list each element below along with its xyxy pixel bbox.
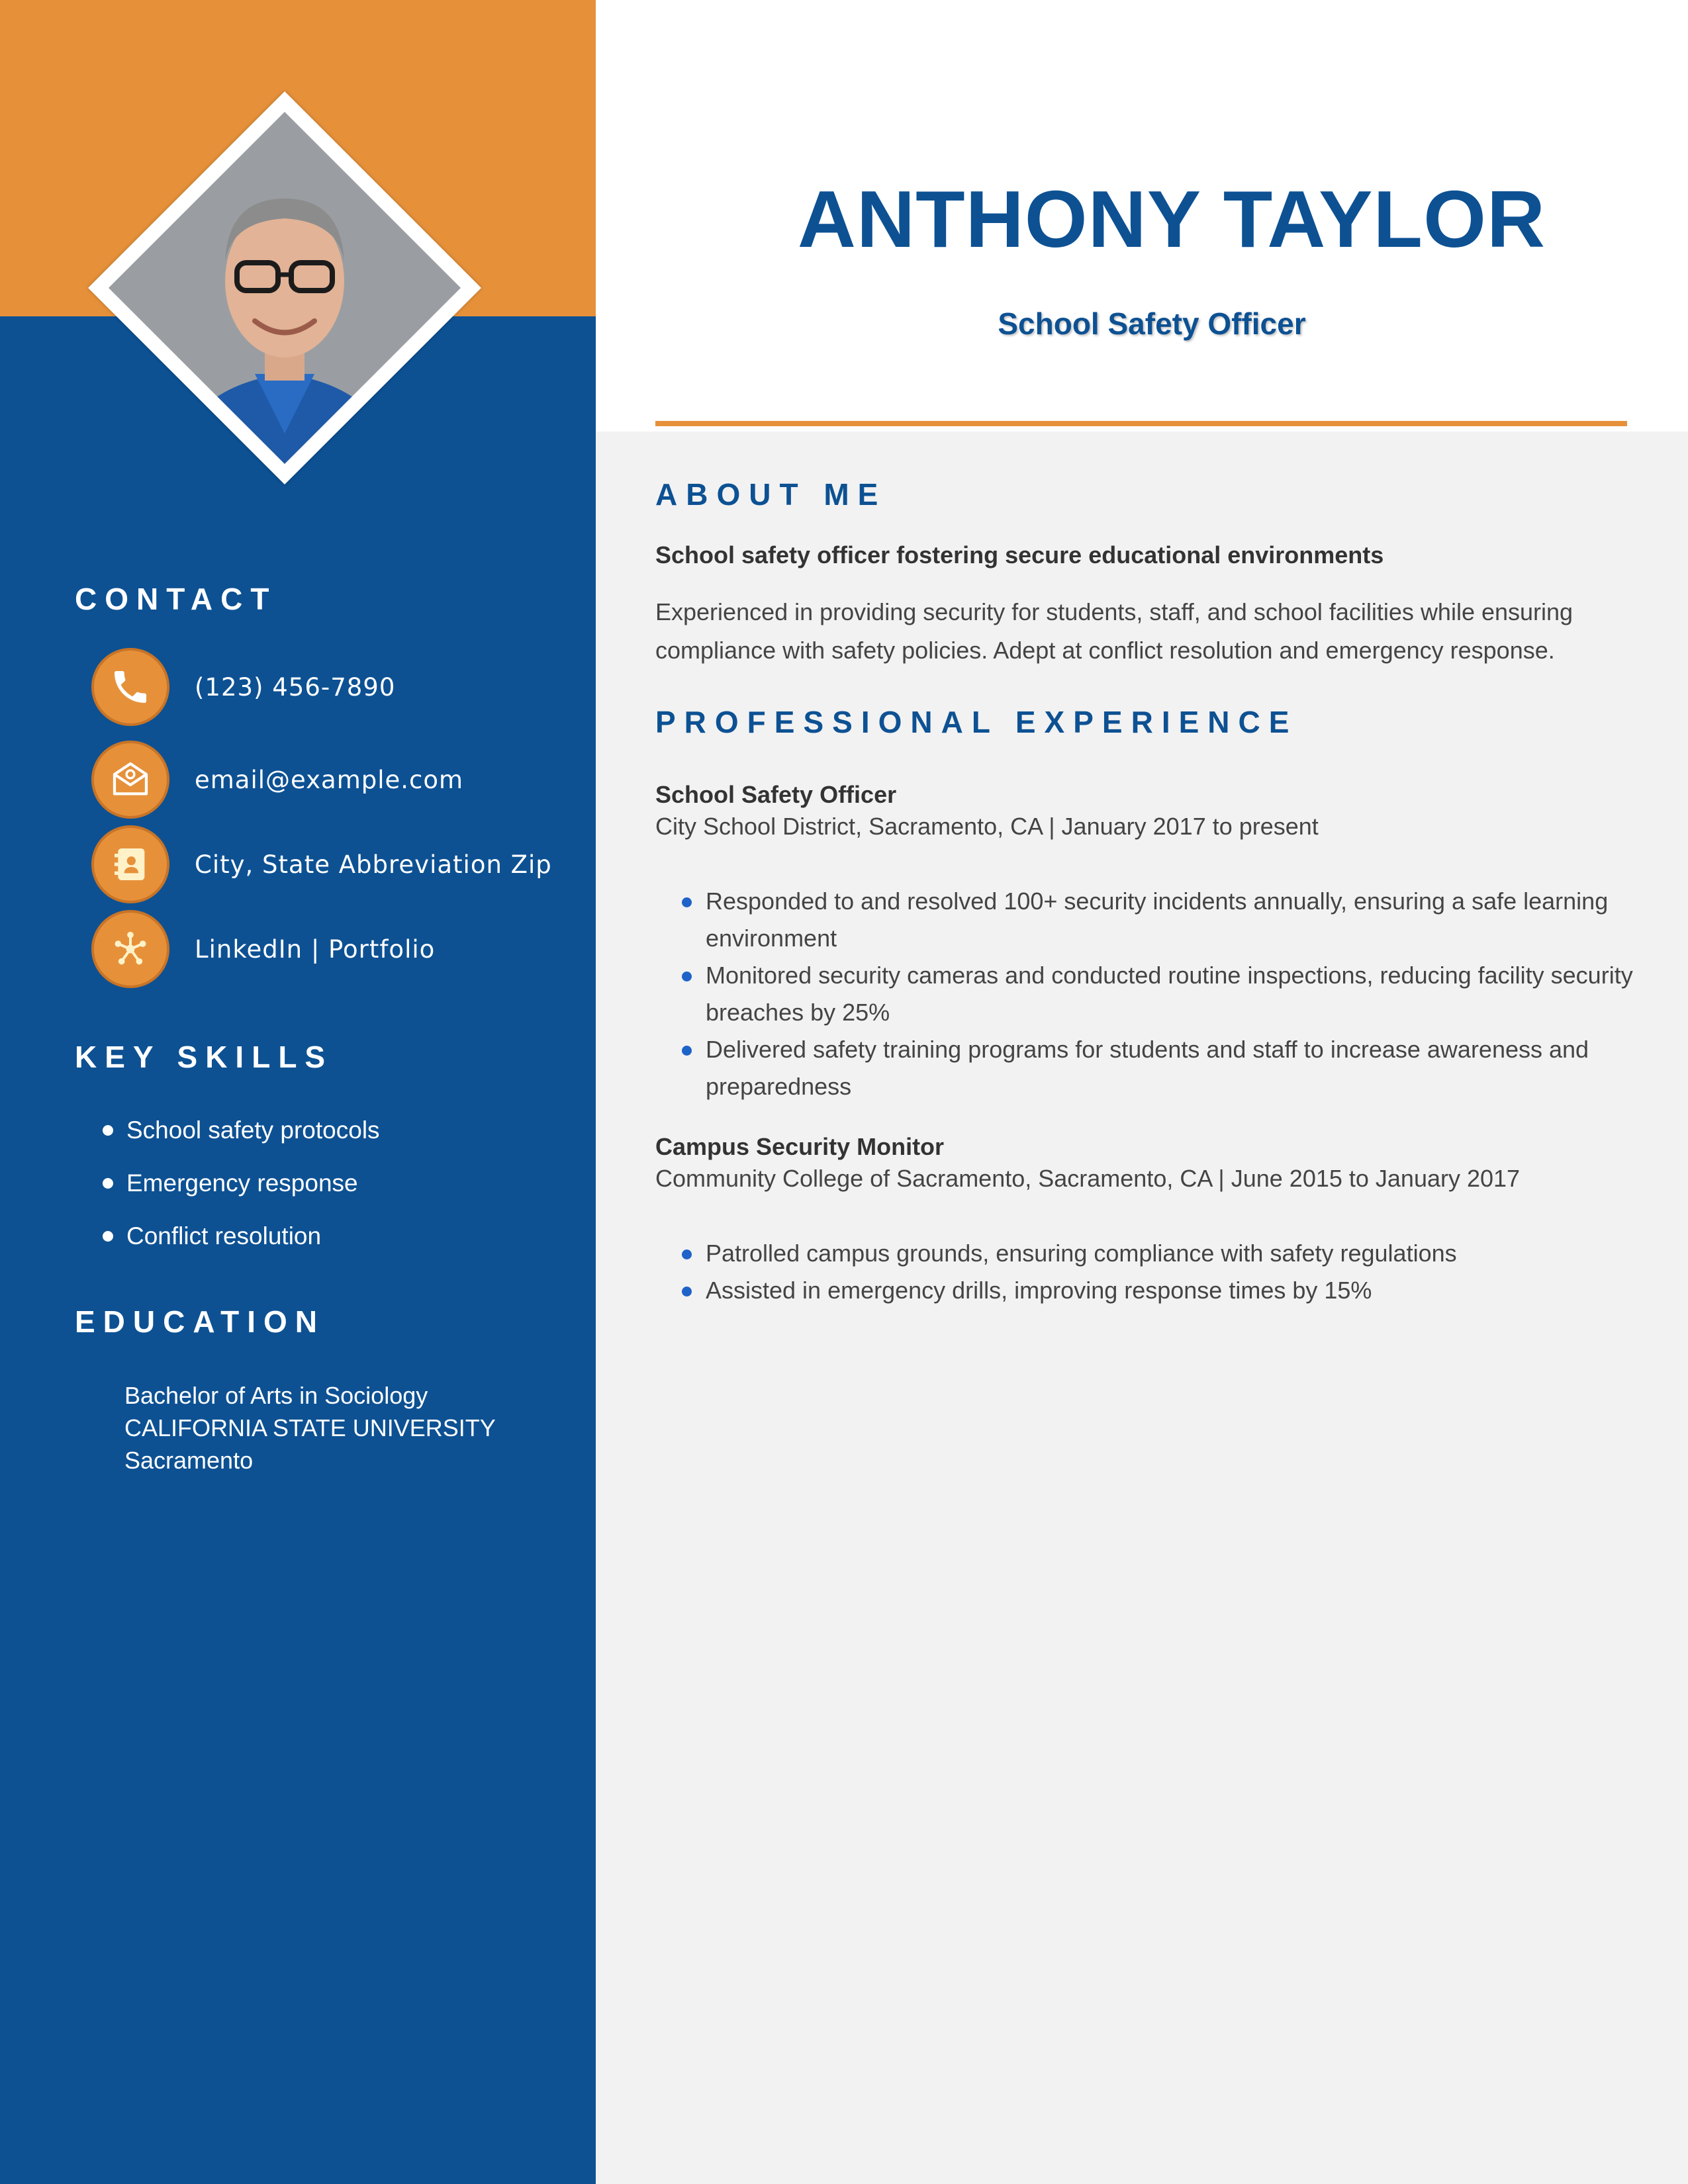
list-item: Patrolled campus grounds, ensuring compliance with safety regulations bbox=[682, 1235, 1635, 1272]
phone-text[interactable]: (123) 456-7890 bbox=[195, 672, 396, 702]
about-body: Experienced in providing security for students, staff, and school facilities while ensuring compliance with safety policies. Adept at conflict resolution and emergency response. bbox=[655, 598, 1573, 664]
contact-links bbox=[91, 909, 568, 989]
list-item: Assisted in emergency drills, improving response times by 15% bbox=[682, 1272, 1635, 1309]
skills-heading: KEY SKILLS bbox=[75, 1040, 334, 1074]
job-org: City School District, Sacramento, CA | January 2017 to present bbox=[655, 813, 1319, 840]
email-text[interactable]: email@example.com bbox=[195, 765, 464, 794]
list-item: School safety protocols bbox=[103, 1104, 380, 1157]
email-icon bbox=[91, 741, 169, 819]
list-item: Monitored security cameras and conducted routine inspections, reducing facility security breaches by 25% bbox=[682, 957, 1635, 1031]
links-text[interactable]: LinkedIn | Portfolio bbox=[195, 934, 436, 964]
header-divider bbox=[655, 421, 1627, 426]
job-title: School Safety Officer bbox=[655, 781, 897, 808]
job-org: Community College of Sacramento, Sacramento, CA | June 2015 to January 2017 bbox=[655, 1165, 1521, 1192]
job-title: Campus Security Monitor bbox=[655, 1133, 945, 1160]
candidate-title: School Safety Officer bbox=[998, 306, 1306, 341]
candidate-name: ANTHONY TAYLOR bbox=[797, 174, 1546, 264]
education-heading: EDUCATION bbox=[75, 1304, 326, 1339]
job-bullets bbox=[682, 883, 1635, 1105]
experience-heading: PROFESSIONAL EXPERIENCE bbox=[655, 705, 1298, 739]
list-item: Emergency response bbox=[103, 1157, 380, 1210]
education-degree: Bachelor of Arts in Sociology bbox=[124, 1382, 428, 1409]
contact-address bbox=[91, 825, 568, 904]
phone-icon bbox=[91, 648, 169, 726]
job-bullets bbox=[682, 1235, 1635, 1309]
list-item: Conflict resolution bbox=[103, 1210, 380, 1263]
network-icon bbox=[91, 910, 169, 988]
education-school: CALIFORNIA STATE UNIVERSITY bbox=[124, 1414, 496, 1441]
contact-phone bbox=[91, 647, 568, 727]
address-text: City, State Abbreviation Zip bbox=[195, 850, 552, 879]
contact-heading: CONTACT bbox=[75, 582, 277, 616]
about-heading: ABOUT ME bbox=[655, 477, 887, 512]
about-lead: School safety officer fostering secure educational environments bbox=[655, 541, 1384, 569]
education-entry bbox=[124, 1379, 496, 1477]
contact-email bbox=[91, 740, 568, 819]
list-item: Responded to and resolved 100+ security incidents annually, ensuring a safe learning environment bbox=[682, 883, 1635, 957]
address-book-icon bbox=[91, 825, 169, 903]
skills-list bbox=[103, 1104, 380, 1263]
education-location: Sacramento bbox=[124, 1447, 254, 1474]
list-item: Delivered safety training programs for students and staff to increase awareness and preparedness bbox=[682, 1031, 1635, 1105]
